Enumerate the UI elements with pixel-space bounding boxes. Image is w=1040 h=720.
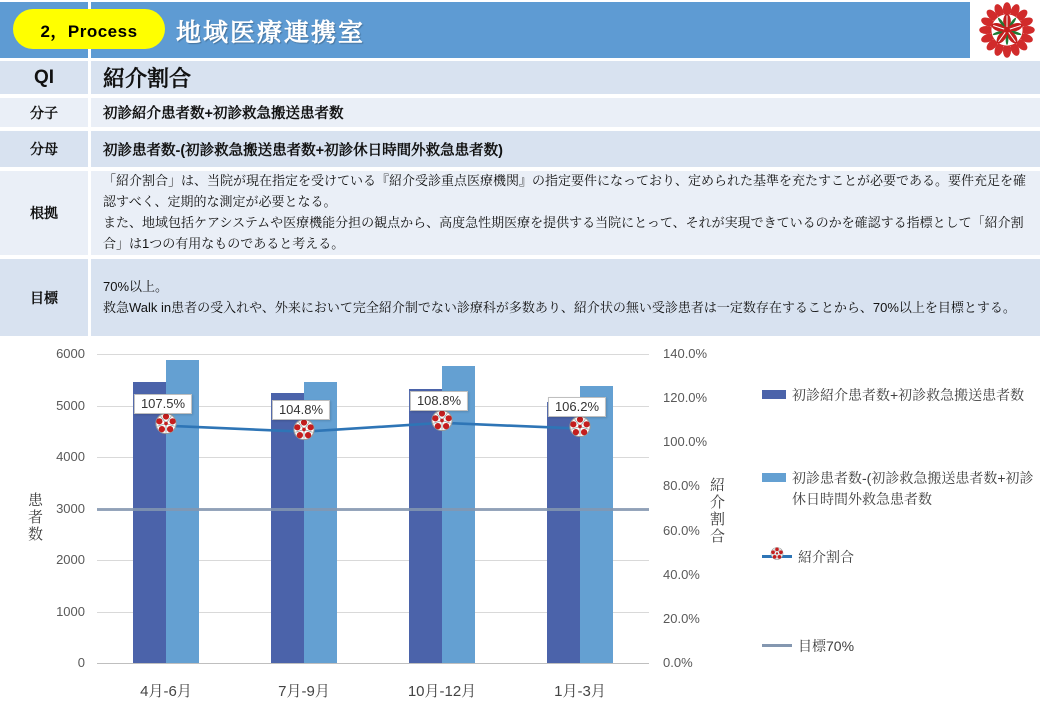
referral-ratio-chart (0, 340, 1040, 720)
ratio-data-label: 107.5% (134, 394, 192, 414)
row-label: 目標 (0, 259, 88, 336)
denominator-definition: 初診患者数-(初診救急搬送患者数+初診休日時間外救急患者数) (91, 131, 1040, 167)
right-axis-tick-label: 80.0% (663, 478, 700, 494)
left-axis-tick-label: 5000 (56, 397, 85, 413)
legend-swatch (762, 547, 792, 566)
process-badge-label: 2，Process (40, 21, 138, 41)
right-axis-tick-label: 120.0% (663, 390, 708, 406)
legend-swatch (762, 390, 786, 399)
x-axis-category-label: 10月-12月 (407, 683, 477, 700)
goal-text (91, 259, 1040, 336)
legend-swatch (762, 473, 786, 482)
ratio-marker-emblem-icon (293, 418, 315, 445)
left-axis-title: 患者数 (26, 491, 43, 543)
legend-item (762, 636, 1040, 657)
legend-item (762, 468, 1034, 510)
table-row-denominator (0, 131, 1040, 167)
rationale-paragraph: また、地域包括ケアシステムや医療機能分担の観点から、高度急性期医療を提供する当院にとって、それが実現できているのかを確認する指標として「紹介割合」は1つの有用なものであると考える。 (103, 215, 1024, 251)
hospital-emblem-icon (978, 1, 1036, 59)
ratio-data-label: 108.8% (410, 391, 468, 411)
row-label: QI (0, 61, 88, 94)
legend-label: 目標70% (798, 638, 855, 654)
x-axis-category-label: 1月-3月 (554, 683, 606, 700)
ratio-marker-emblem-icon (155, 412, 177, 439)
legend-swatch (762, 636, 792, 655)
row-label: 分子 (0, 98, 88, 127)
row-label: 分母 (0, 131, 88, 167)
table-row-numerator (0, 98, 1040, 127)
right-axis-tick-label: 60.0% (663, 522, 700, 538)
table-row-goal (0, 259, 1040, 336)
page-title: 地域医療連携室 (176, 19, 366, 47)
right-axis-tick-label: 40.0% (663, 566, 700, 582)
x-axis-category-label: 4月-6月 (140, 683, 192, 700)
rationale-text (91, 171, 1040, 255)
table-row-rationale (0, 171, 1040, 255)
goal-paragraph: 70%以上。 (103, 278, 169, 294)
left-axis-tick-label: 6000 (56, 346, 85, 361)
numerator-definition: 初診紹介患者数+初診救急搬送患者数 (91, 98, 1040, 127)
right-axis-tick-label: 20.0% (663, 610, 700, 626)
ratio-marker-emblem-icon (569, 415, 591, 442)
right-axis-tick-label: 100.0% (663, 434, 708, 450)
legend-label: 初診紹介患者数+初診救急搬送患者数 (792, 387, 1025, 403)
left-axis-tick-label: 3000 (56, 500, 85, 516)
qi-name: 紹介割合 (91, 61, 1040, 94)
ratio-marker-emblem-icon (431, 409, 453, 436)
left-axis-tick-label: 1000 (56, 603, 85, 619)
left-axis-tick-label: 4000 (56, 449, 85, 464)
legend-item (762, 547, 1040, 568)
legend-label: 紹介割合 (798, 549, 854, 565)
right-axis-tick-label: 0.0% (663, 655, 693, 670)
x-axis-category-label: 7月-9月 (278, 683, 330, 700)
x-axis-line (97, 663, 649, 664)
legend-item (762, 385, 1034, 406)
left-axis-tick-label: 2000 (56, 552, 85, 567)
row-label: 根拠 (0, 171, 88, 255)
legend-label: 初診患者数-(初診救急搬送患者数+初診休日時間外救急患者数 (792, 470, 1034, 507)
right-axis-tick-label: 140.0% (663, 346, 708, 361)
ratio-data-label: 106.2% (548, 397, 606, 417)
goal-paragraph: 救急Walk in患者の受入れや、外来において完全紹介制でない診療科が多数あり、紹介状の無い受診患者は一定数存在することから、70%以上を目標とする。 (103, 299, 1016, 315)
right-axis-title: 紹介割合 (708, 477, 725, 545)
rationale-paragraph: 「紹介割合」は、当院が現在指定を受けている『紹介受診重点医療機関』の指定要件になっており、定められた基準を充たすことが必要である。要件充足を確認すべく、定期的な測定が必要となる。 (103, 173, 1027, 210)
table-row-qi (0, 61, 1040, 94)
ratio-data-label: 104.8% (272, 400, 330, 420)
left-axis-tick-label: 0 (77, 655, 85, 670)
process-badge (13, 9, 165, 49)
